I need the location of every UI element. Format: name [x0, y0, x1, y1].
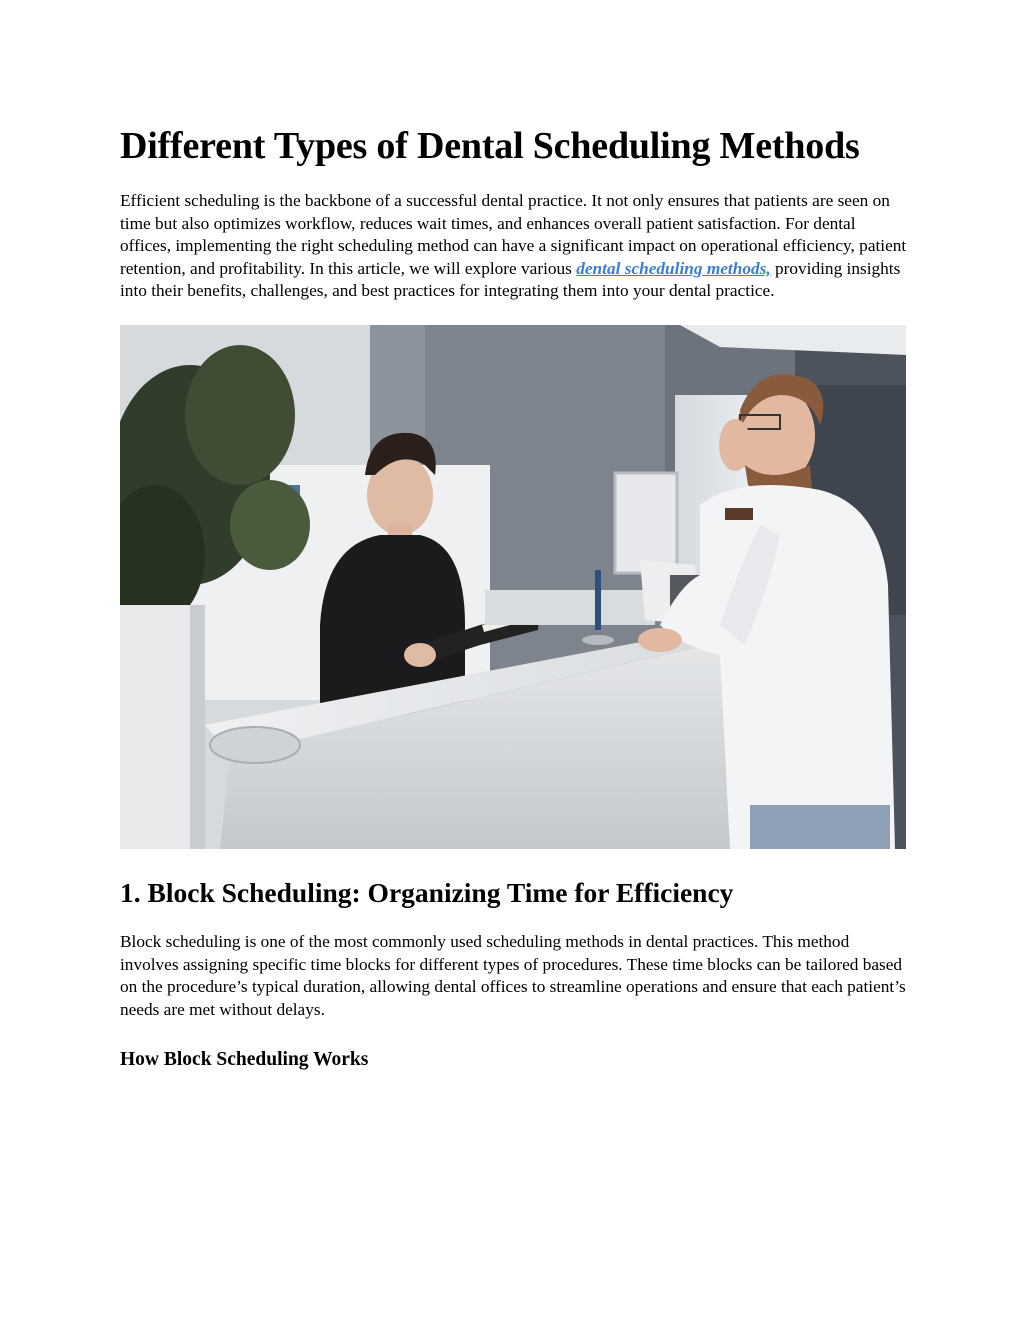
intro-paragraph	[120, 190, 910, 303]
page-title: Different Types of Dental Scheduling Methods	[120, 125, 860, 167]
dental-scheduling-methods-link[interactable]: dental scheduling methods,	[576, 258, 771, 278]
article-content	[120, 123, 910, 1072]
reception-illustration	[120, 325, 906, 849]
intro-text-start: Efficient scheduling is the backbone of a successful dental practice. It not only ensures that patients are seen on time but also optimizes workflow, reduces wait times, and enhances overall patient satisfaction. For dental offices, implementing the right scheduling method can have a significant impact on operational efficiency, patient retention, and profitability. In this article, we will explore various	[120, 191, 907, 278]
section-1-paragraph: Block scheduling is one of the most commonly used scheduling methods in dental practices. This method involves assigning specific time blocks for different types of procedures. These time blocks can be tailored based on the procedure’s typical duration, allowing dental offices to streamline operations and ensure that each patient’s needs are met without delays.	[120, 931, 906, 1019]
intro-text-end: providing insights into their benefits, challenges, and best practices for integrating them into your dental practice.	[120, 258, 901, 301]
dental-reception-photo	[120, 325, 906, 849]
section-1-subheading: How Block Scheduling Works	[120, 1049, 369, 1071]
section-1-heading: 1. Block Scheduling: Organizing Time for Efficiency	[120, 876, 734, 908]
